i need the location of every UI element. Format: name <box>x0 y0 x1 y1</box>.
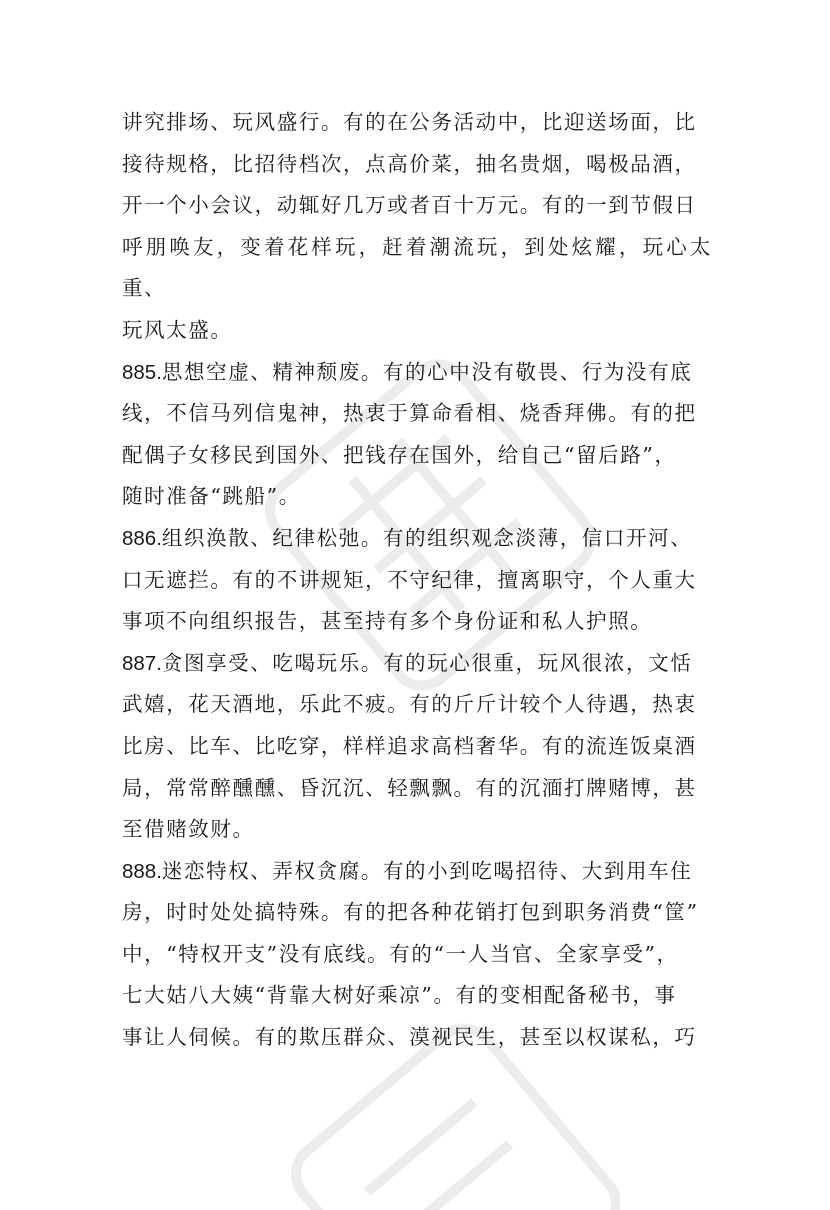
line: 七大姑八大姨“背靠大树好乘凉”。有的变相配备秘书，事 <box>122 983 677 1008</box>
line: 口无遮拦。有的不讲规矩，不守纪律，擅离职守，个人重大 <box>122 567 697 592</box>
line: 事项不向组织报告，甚至持有多个身份证和私人护照。 <box>122 609 653 634</box>
line: 事让人伺候。有的欺压群众、漠视民生，甚至以权谋私，巧 <box>122 1025 697 1050</box>
line: 比房、比车、比吃穿，样样追求高档奢华。有的流连饭桌酒 <box>122 733 697 758</box>
line: 局，常常醉醺醺、昏沉沉、轻飘飘。有的沉湎打牌赌博，甚 <box>122 775 697 800</box>
paragraph-888 <box>122 851 712 1059</box>
line: 组织涣散、纪律松弛。有的组织观念淡薄，信口开河、 <box>161 525 693 550</box>
item-number: 886. <box>122 526 162 550</box>
line: 线，不信马列信鬼神，热衷于算命看相、烧香拜佛。有的把 <box>122 401 697 426</box>
line: 接待规格，比招待档次，点高价菜，抽名贵烟，喝极品酒， <box>122 151 697 176</box>
item-number: 888. <box>122 859 162 883</box>
line: 呼朋唤友，变着花样玩，赶着潮流玩，到处炫耀，玩心太重、 <box>122 234 712 301</box>
line: 随时准备“跳船”。 <box>122 484 301 509</box>
line: 中，“特权开支”没有底线。有的“一人当官、全家享受”， <box>122 941 679 966</box>
line: 武嬉，花天酒地，乐此不疲。有的斤斤计较个人待遇，热衷 <box>122 692 697 717</box>
line: 迷恋特权、弄权贪腐。有的小到吃喝招待、大到用车住 <box>161 858 693 883</box>
line: 配偶子女移民到国外、把钱存在国外，给自己“留后路”， <box>122 442 677 467</box>
paragraph-885 <box>122 352 712 518</box>
line: 房，时时处处搞特殊。有的把各种花销打包到职务消费“筐” <box>122 900 699 925</box>
line: 思想空虚、精神颓废。有的心中没有敬畏、行为没有底 <box>161 359 693 384</box>
line: 至借赌敛财。 <box>122 817 255 842</box>
paragraph-continuation <box>122 102 712 352</box>
item-number: 885. <box>122 360 162 384</box>
document-body <box>122 102 712 1059</box>
line: 讲究排场、玩风盛行。有的在公务活动中，比迎送场面，比 <box>122 110 697 134</box>
line: 开一个小会议，动辄好几万或者百十万元。有的一到节假日 <box>122 193 697 218</box>
paragraph-887 <box>122 643 712 851</box>
line: 贪图享受、吃喝玩乐。有的玩心很重，玩风很浓，文恬 <box>161 650 693 675</box>
item-number: 887. <box>122 651 162 675</box>
line: 玩风太盛。 <box>122 317 233 342</box>
paragraph-886 <box>122 518 712 643</box>
